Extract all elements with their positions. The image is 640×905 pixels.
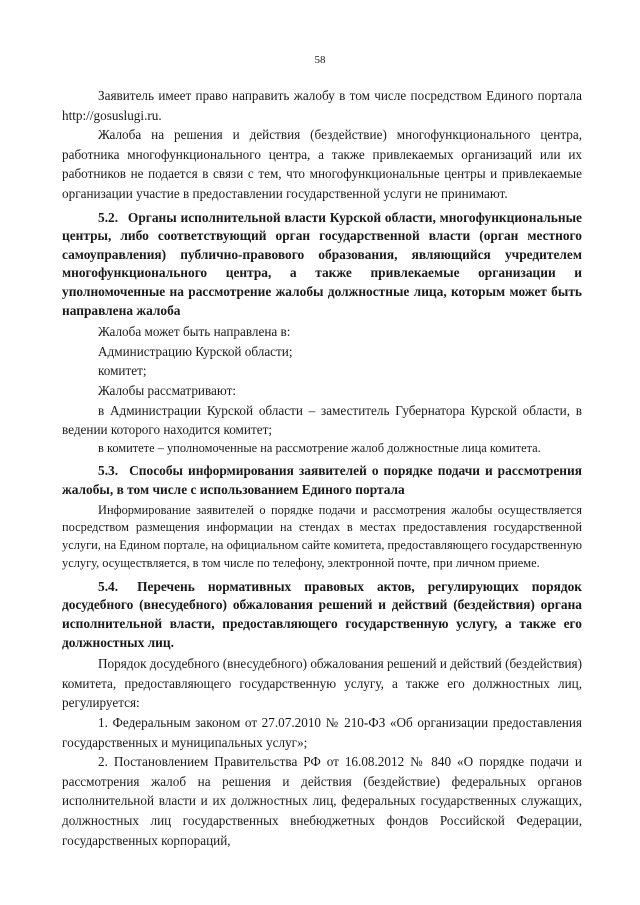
section-5-3-heading	[62, 462, 582, 499]
section-5-4-heading	[62, 578, 582, 652]
page-content	[62, 86, 582, 850]
paragraph-informing: Информирование заявителей о порядке подачи и рассмотрения жалобы осуществляется посредством размещения информации на стендах в местах предоставления государственной услуги, на Едином портале, на официальном сайте комитета, предоставляющего государственную услугу, осуществляется, в том числе по телефону, электронной почте, при личном приеме.	[62, 502, 582, 571]
section-5-2-number: 5.2.	[98, 209, 119, 225]
paragraph-portal-right: Заявитель имеет право направить жалобу в том числе посредством Единого портала http://gosuslugi.ru.	[62, 88, 582, 123]
paragraph-resolution-840: 2. Постановлением Правительства РФ от 16.08.2012 № 840 «О порядке подачи и рассмотрения жалоб на решения и действия (бездействие) федеральных органов исполнительной власти и их должностных лиц, федеральных государственных служащих, должностных лиц государственных внебюджетных фондов Российской Федерации, государственных корпораций,	[62, 754, 582, 848]
line-complaint-sent-to: Жалоба может быть направлена в:	[98, 324, 291, 340]
line-committee: комитет;	[98, 363, 147, 379]
paragraph-federal-law-210: 1. Федеральным законом от 27.07.2010 № 210-ФЗ «Об организации предоставления государственных и муниципальных услуг»;	[62, 715, 582, 750]
section-5-4-number: 5.4.	[98, 578, 119, 594]
paragraph-mfc-complaint: Жалоба на решения и действия (бездействие) многофункционального центра, работника многофункционального центра, а также привлекаемых организаций или их работников не подается в связи с тем, что многофункциональные центры и привлекаемые организации участие в предоставлении государственной услуги не принимают.	[62, 127, 582, 201]
section-5-2-title: Органы исполнительной власти Курской области, многофункциональные центры, либо соответствующий орган государственной власти (орган местного самоуправления) публично-правового образования, являющийся учредителем многофункционального центра, а также привлекаемые организации и уполномоченные на рассмотрение жалобы должностные лица, которым может быть направлена жалоба	[62, 209, 582, 318]
paragraph-committee-reviewer: в комитете – уполномоченные на рассмотрение жалоб должностные лица комитета.	[98, 440, 541, 455]
paragraph-administration-reviewer: в Администрации Курской области – заместитель Губернатора Курской области, в ведении которого находится комитет;	[62, 402, 582, 438]
section-5-3-number: 5.3.	[98, 463, 119, 479]
page-number: 58	[314, 54, 326, 66]
section-5-3-title: Способы информирования заявителей о порядке подачи и рассмотрения жалобы, в том числе с использованием Единого портала	[62, 463, 582, 498]
section-5-4-title: Перечень нормативных правовых актов, регулирующих порядок досудебного (внесудебного) обжалования решений и действий (бездействия) органа исполнительной власти, предоставляющего государственную услугу, а также его должностных лиц.	[62, 578, 583, 650]
section-5-2-heading	[62, 209, 582, 321]
line-complaints-reviewed: Жалобы рассматривают:	[98, 382, 237, 398]
line-administration: Администрацию Курской области;	[98, 343, 293, 359]
paragraph-appeal-order: Порядок досудебного (внесудебного) обжалования решений и действий (бездействия) комитета, предоставляющего государственную услугу, а также его должностных лиц, регулируется:	[62, 656, 582, 711]
